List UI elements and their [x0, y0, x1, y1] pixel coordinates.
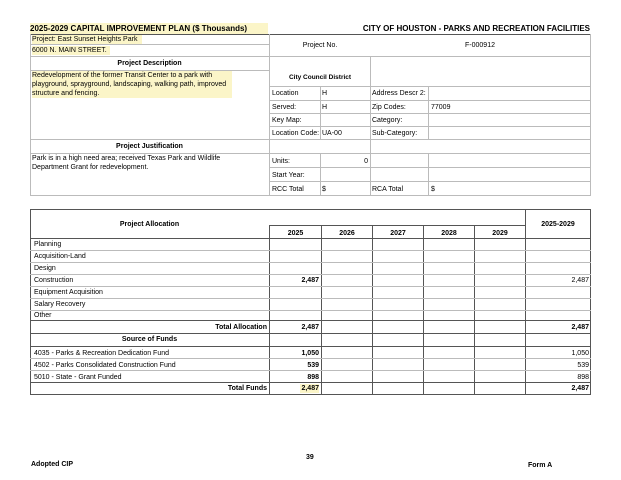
- start-year-label: Start Year:: [272, 172, 305, 179]
- table-row-label: Salary Recovery: [34, 301, 86, 308]
- department-title: CITY OF HOUSTON - PARKS AND RECREATION FACILITIES: [362, 24, 590, 33]
- table-row-label: Equipment Acquisition: [34, 289, 103, 296]
- total-funds-total: 2,487: [571, 385, 589, 392]
- location-code-label: Location Code:: [272, 130, 320, 137]
- table-row-label: Acquisition-Land: [34, 253, 86, 260]
- total-funds-2025: 2,487: [301, 385, 319, 392]
- subcategory-label: Sub-Category:: [372, 130, 418, 137]
- year-2029-header: 2029: [492, 230, 508, 237]
- year-2026-header: 2026: [339, 230, 355, 237]
- table-cell-total: 2,487: [571, 277, 589, 284]
- year-2025-header: 2025: [287, 230, 304, 237]
- table-row-label: Other: [34, 312, 52, 319]
- total-funds-label: Total Funds: [227, 385, 267, 392]
- footer-form: Form A: [528, 462, 553, 469]
- fund-cell-total: 898: [577, 374, 589, 381]
- location-value: H: [322, 90, 328, 97]
- fund-row-label: 4502 - Parks Consolidated Construction Fund: [34, 362, 176, 369]
- fund-cell-2025: 539: [307, 362, 319, 369]
- location-code-value: UA-00: [322, 130, 342, 137]
- rca-total-label: RCA Total: [372, 186, 403, 193]
- rca-total-value: $: [431, 186, 435, 193]
- fund-cell-total: 1,050: [571, 350, 589, 357]
- rcc-total-value: $: [322, 186, 326, 193]
- justification-heading: Project Justification: [116, 143, 183, 150]
- allocation-heading: Project Allocation: [119, 221, 180, 228]
- location-label: Location: [272, 90, 299, 97]
- zip-label: Zip Codes:: [372, 104, 406, 111]
- table-row-label: Design: [34, 265, 56, 272]
- fund-cell-2025: 898: [307, 374, 319, 381]
- page-number: 39: [306, 454, 314, 461]
- description-heading: Project Description: [117, 60, 182, 67]
- served-value: H: [322, 104, 328, 111]
- fund-cell-total: 539: [577, 362, 589, 369]
- council-district-heading: City Council District: [288, 74, 352, 81]
- plan-title: 2025-2029 CAPITAL IMPROVEMENT PLAN ($ Thousands): [30, 23, 268, 34]
- fund-cell-2025: 1,050: [301, 350, 319, 357]
- rcc-total-label: RCC Total: [272, 186, 304, 193]
- total-range-header: 2025-2029: [541, 221, 575, 228]
- address-descr-label: Address Descr 2:: [372, 90, 426, 97]
- zip-value: 77009: [431, 104, 451, 111]
- units-value: 0: [364, 158, 368, 165]
- project-no-value: F-000912: [465, 42, 495, 49]
- source-of-funds-heading: Source of Funds: [121, 336, 178, 343]
- keymap-label: Key Map:: [272, 117, 302, 124]
- category-label: Category:: [372, 117, 403, 124]
- fund-row-label: 4035 - Parks & Recreation Dedication Fund: [34, 350, 170, 357]
- project-no-label: Project No.: [302, 42, 338, 49]
- total-allocation-2025: 2,487: [301, 324, 319, 331]
- description-text: Redevelopment of the former Transit Center to a park with playground, sprayground, landscaping, walking path, improved structure and fencing.: [32, 71, 232, 98]
- total-allocation-label: Total Allocation: [215, 324, 267, 331]
- served-label: Served:: [272, 104, 297, 111]
- footer-adopted-cip: Adopted CIP: [31, 461, 73, 468]
- table-row-label: Construction: [34, 277, 74, 284]
- project-address: 6000 N. MAIN STREET.: [32, 46, 110, 55]
- project-name: Project: East Sunset Heights Park: [32, 35, 142, 44]
- fund-row-label: 5010 - State - Grant Funded: [34, 374, 122, 381]
- year-2027-header: 2027: [390, 230, 406, 237]
- table-cell-2025: 2,487: [301, 277, 319, 284]
- justification-text: Park is in a high need area; received Texas Park and Wildlife Department Grant for redevelopment.: [32, 155, 221, 171]
- units-label: Units:: [272, 158, 290, 165]
- total-allocation-total: 2,487: [571, 324, 589, 331]
- table-row-label: Planning: [34, 241, 62, 248]
- year-2028-header: 2028: [441, 230, 457, 237]
